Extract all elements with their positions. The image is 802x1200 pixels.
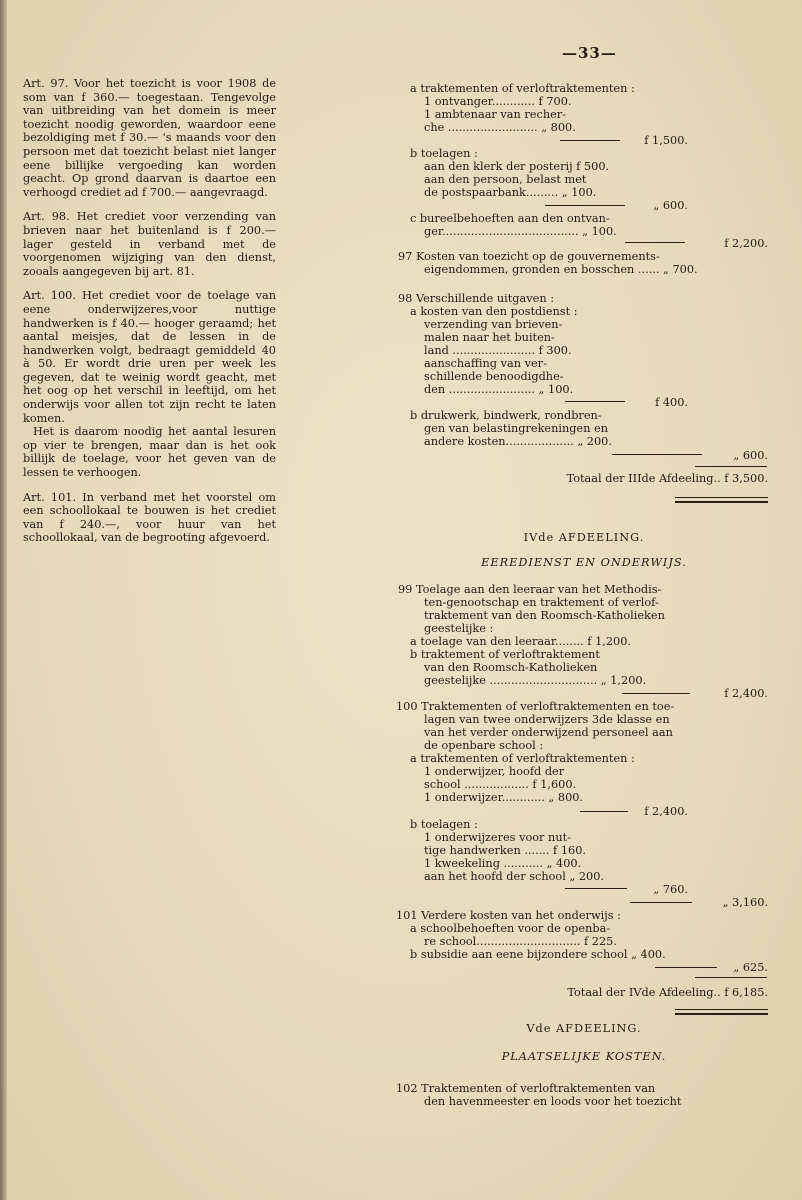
budget-line: schillende benoodigdhe- xyxy=(424,370,564,383)
double-rule xyxy=(675,497,768,503)
budget-amount: f 2,400. xyxy=(644,805,688,818)
budget-line: b toelagen : xyxy=(410,818,478,831)
budget-amount: „ 625. xyxy=(733,961,768,974)
total-rule xyxy=(695,977,767,978)
budget-line: che ......................... „ 800. xyxy=(424,121,576,134)
budget-amount: „ 600. xyxy=(733,449,768,462)
budget-line: 100 Traktementen of verloftraktementen en toe- xyxy=(396,700,675,713)
budget-line: b toelagen : xyxy=(410,147,478,160)
budget-line: 1 onderwijzer............ „ 800. xyxy=(424,791,584,804)
budget-amount: f 400. xyxy=(655,396,688,409)
budget-line: geestelijke .............................. „ 1,200. xyxy=(424,674,647,687)
budget-amount: f 2,400. xyxy=(724,687,768,700)
page-number: —33— xyxy=(562,44,617,62)
section-total-iii: Totaal der IIIde Afdeeling.. f 3,500. xyxy=(566,472,768,485)
budget-line: land ....................... f 300. xyxy=(424,344,572,357)
budget-line: 102 Traktementen of verloftraktementen van xyxy=(396,1082,656,1095)
budget-amount: f 2,200. xyxy=(724,237,768,250)
budget-line: c bureelbehoeften aan den ontvan- xyxy=(410,212,610,225)
budget-line: a traktementen of verloftraktementen : xyxy=(410,752,635,765)
budget-line: van het verder onderwijzend personeel aan xyxy=(424,726,673,739)
double-rule xyxy=(675,1009,768,1015)
budget-line: a toelage van den leeraar........ f 1,200. xyxy=(410,635,632,648)
budget-amount: „ 600. xyxy=(653,199,688,212)
budget-line: ten-genootschap en traktement of verlof- xyxy=(424,596,659,609)
budget-line: aanschaffing van ver- xyxy=(424,357,547,370)
budget-line: eigendommen, gronden en bosschen ...... „ 700. xyxy=(424,263,698,276)
budget-line: a schoolbehoeften voor de openba- xyxy=(410,922,611,935)
note-art-97: Art. 97. Voor het toezicht is voor 1908 de som van f 360.— toegestaan. Tengevolge van uitbreiding van het domein is meer toezicht noodig geworden, waardoor eene bezoldiging met f 30.— 's maands voor den persoon met dat toezicht belast niet langer eene billijke vergoeding kan worden geacht. Op grond daarvan is daartoe een verhoogd crediet ad f 700.— aangevraagd. xyxy=(23,77,276,199)
budget-line: 97 Kosten van toezicht op de gouvernements- xyxy=(398,250,660,263)
budget-line: re school............................. f 225. xyxy=(424,935,617,948)
budget-line: 98 Verschillende uitgaven : xyxy=(398,292,555,305)
budget-amount: „ 760. xyxy=(653,883,688,896)
budget-line: 1 onderwijzer, hoofd der xyxy=(424,765,565,778)
budget-line: b traktement of verloftraktement xyxy=(410,648,600,661)
budget-line: aan den klerk der posterij f 500. xyxy=(424,160,610,173)
budget-line: school .................. f 1,600. xyxy=(424,778,577,791)
budget-line: 1 onderwijzeres voor nut- xyxy=(424,831,571,844)
budget-line: a traktementen of verloftraktementen : xyxy=(410,82,635,95)
budget-amount: f 1,500. xyxy=(644,134,688,147)
budget-line: geestelijke : xyxy=(424,622,494,635)
budget-line: aan het hoofd der school „ 200. xyxy=(424,870,605,883)
budget-line: a kosten van den postdienst : xyxy=(410,305,578,318)
budget-line: traktement van den Roomsch-Katholieken xyxy=(424,609,665,622)
budget-line: ger...................................... „ 100. xyxy=(424,225,617,238)
section-heading-iv: IVde AFDEELING. xyxy=(523,531,645,544)
budget-line: lagen van twee onderwijzers 3de klasse en xyxy=(424,713,670,726)
budget-line: den ........................ „ 100. xyxy=(424,383,574,396)
budget-line: 101 Verdere kosten van het onderwijs : xyxy=(396,909,621,922)
section-subheading-v: PLAATSELIJKE KOSTEN. xyxy=(501,1050,667,1063)
budget-line: van den Roomsch-Katholieken xyxy=(424,661,598,674)
budget-line: 1 ontvanger............ f 700. xyxy=(424,95,572,108)
budget-line: b subsidie aan eene bijzondere school „ 400. xyxy=(410,948,666,961)
note-art-98: Art. 98. Het crediet voor verzending van brieven naar het buitenland is f 200.— lager gesteld in verband met de voorgenomen wijziging van den dienst, zooals aangegeven bij art. 81. xyxy=(23,210,276,278)
budget-line: 99 Toelage aan den leeraar van het Methodis- xyxy=(398,583,662,596)
section-heading-v: Vde AFDEELING. xyxy=(526,1022,642,1035)
section-total-iv: Totaal der IVde Afdeeling.. f 6,185. xyxy=(567,986,768,999)
budget-line: andere kosten................... „ 200. xyxy=(424,435,612,448)
budget-line: de openbare school : xyxy=(424,739,544,752)
budget-line: aan den persoon, belast met xyxy=(424,173,587,186)
note-art-100: Art. 100. Het crediet voor de toelage van eene onderwijzeres,voor nuttige handwerken is f 40.— hooger geraamd; het aantal meisjes, dat de lessen in de handwerken volgt, bedraagt gemiddeld 40 à 50. Er wordt drie uren per week les gegeven, dat te weinig wordt geacht, met het oog op het verschil in leeftijd, om het onderwijs voor allen tot zijn recht te laten komen. xyxy=(23,289,276,425)
note-art-101: Art. 101. In verband met het voorstel om een schoollokaal te bouwen is het crediet van f 240.—, voor huur van het schoollokaal, van de begrooting afgevoerd. xyxy=(23,490,276,545)
budget-line: 1 kweekeling ........... „ 400. xyxy=(424,857,582,870)
total-rule xyxy=(695,466,767,467)
budget-amount: „ 3,160. xyxy=(722,896,768,909)
budget-line: gen van belastingrekeningen en xyxy=(424,422,609,435)
budget-line: verzending van brieven- xyxy=(424,318,563,331)
note-art-100-continued: Het is daarom noodig het aantal lesuren op vier te brengen, maar dan is het ook billijk de toelage, voor het geven van de lessen te verhoogen. xyxy=(23,425,276,480)
budget-line: malen naar het buiten- xyxy=(424,331,555,344)
budget-line: de postspaarbank......... „ 100. xyxy=(424,186,597,199)
section-subheading-iv: EEREDIENST EN ONDERWIJS. xyxy=(481,556,687,569)
budget-line: b drukwerk, bindwerk, rondbren- xyxy=(410,409,602,422)
budget-line: 1 ambtenaar van recher- xyxy=(424,108,566,121)
budget-line: den havenmeester en loods voor het toezicht xyxy=(424,1095,682,1108)
budget-line: tige handwerken ....... f 160. xyxy=(424,844,586,857)
